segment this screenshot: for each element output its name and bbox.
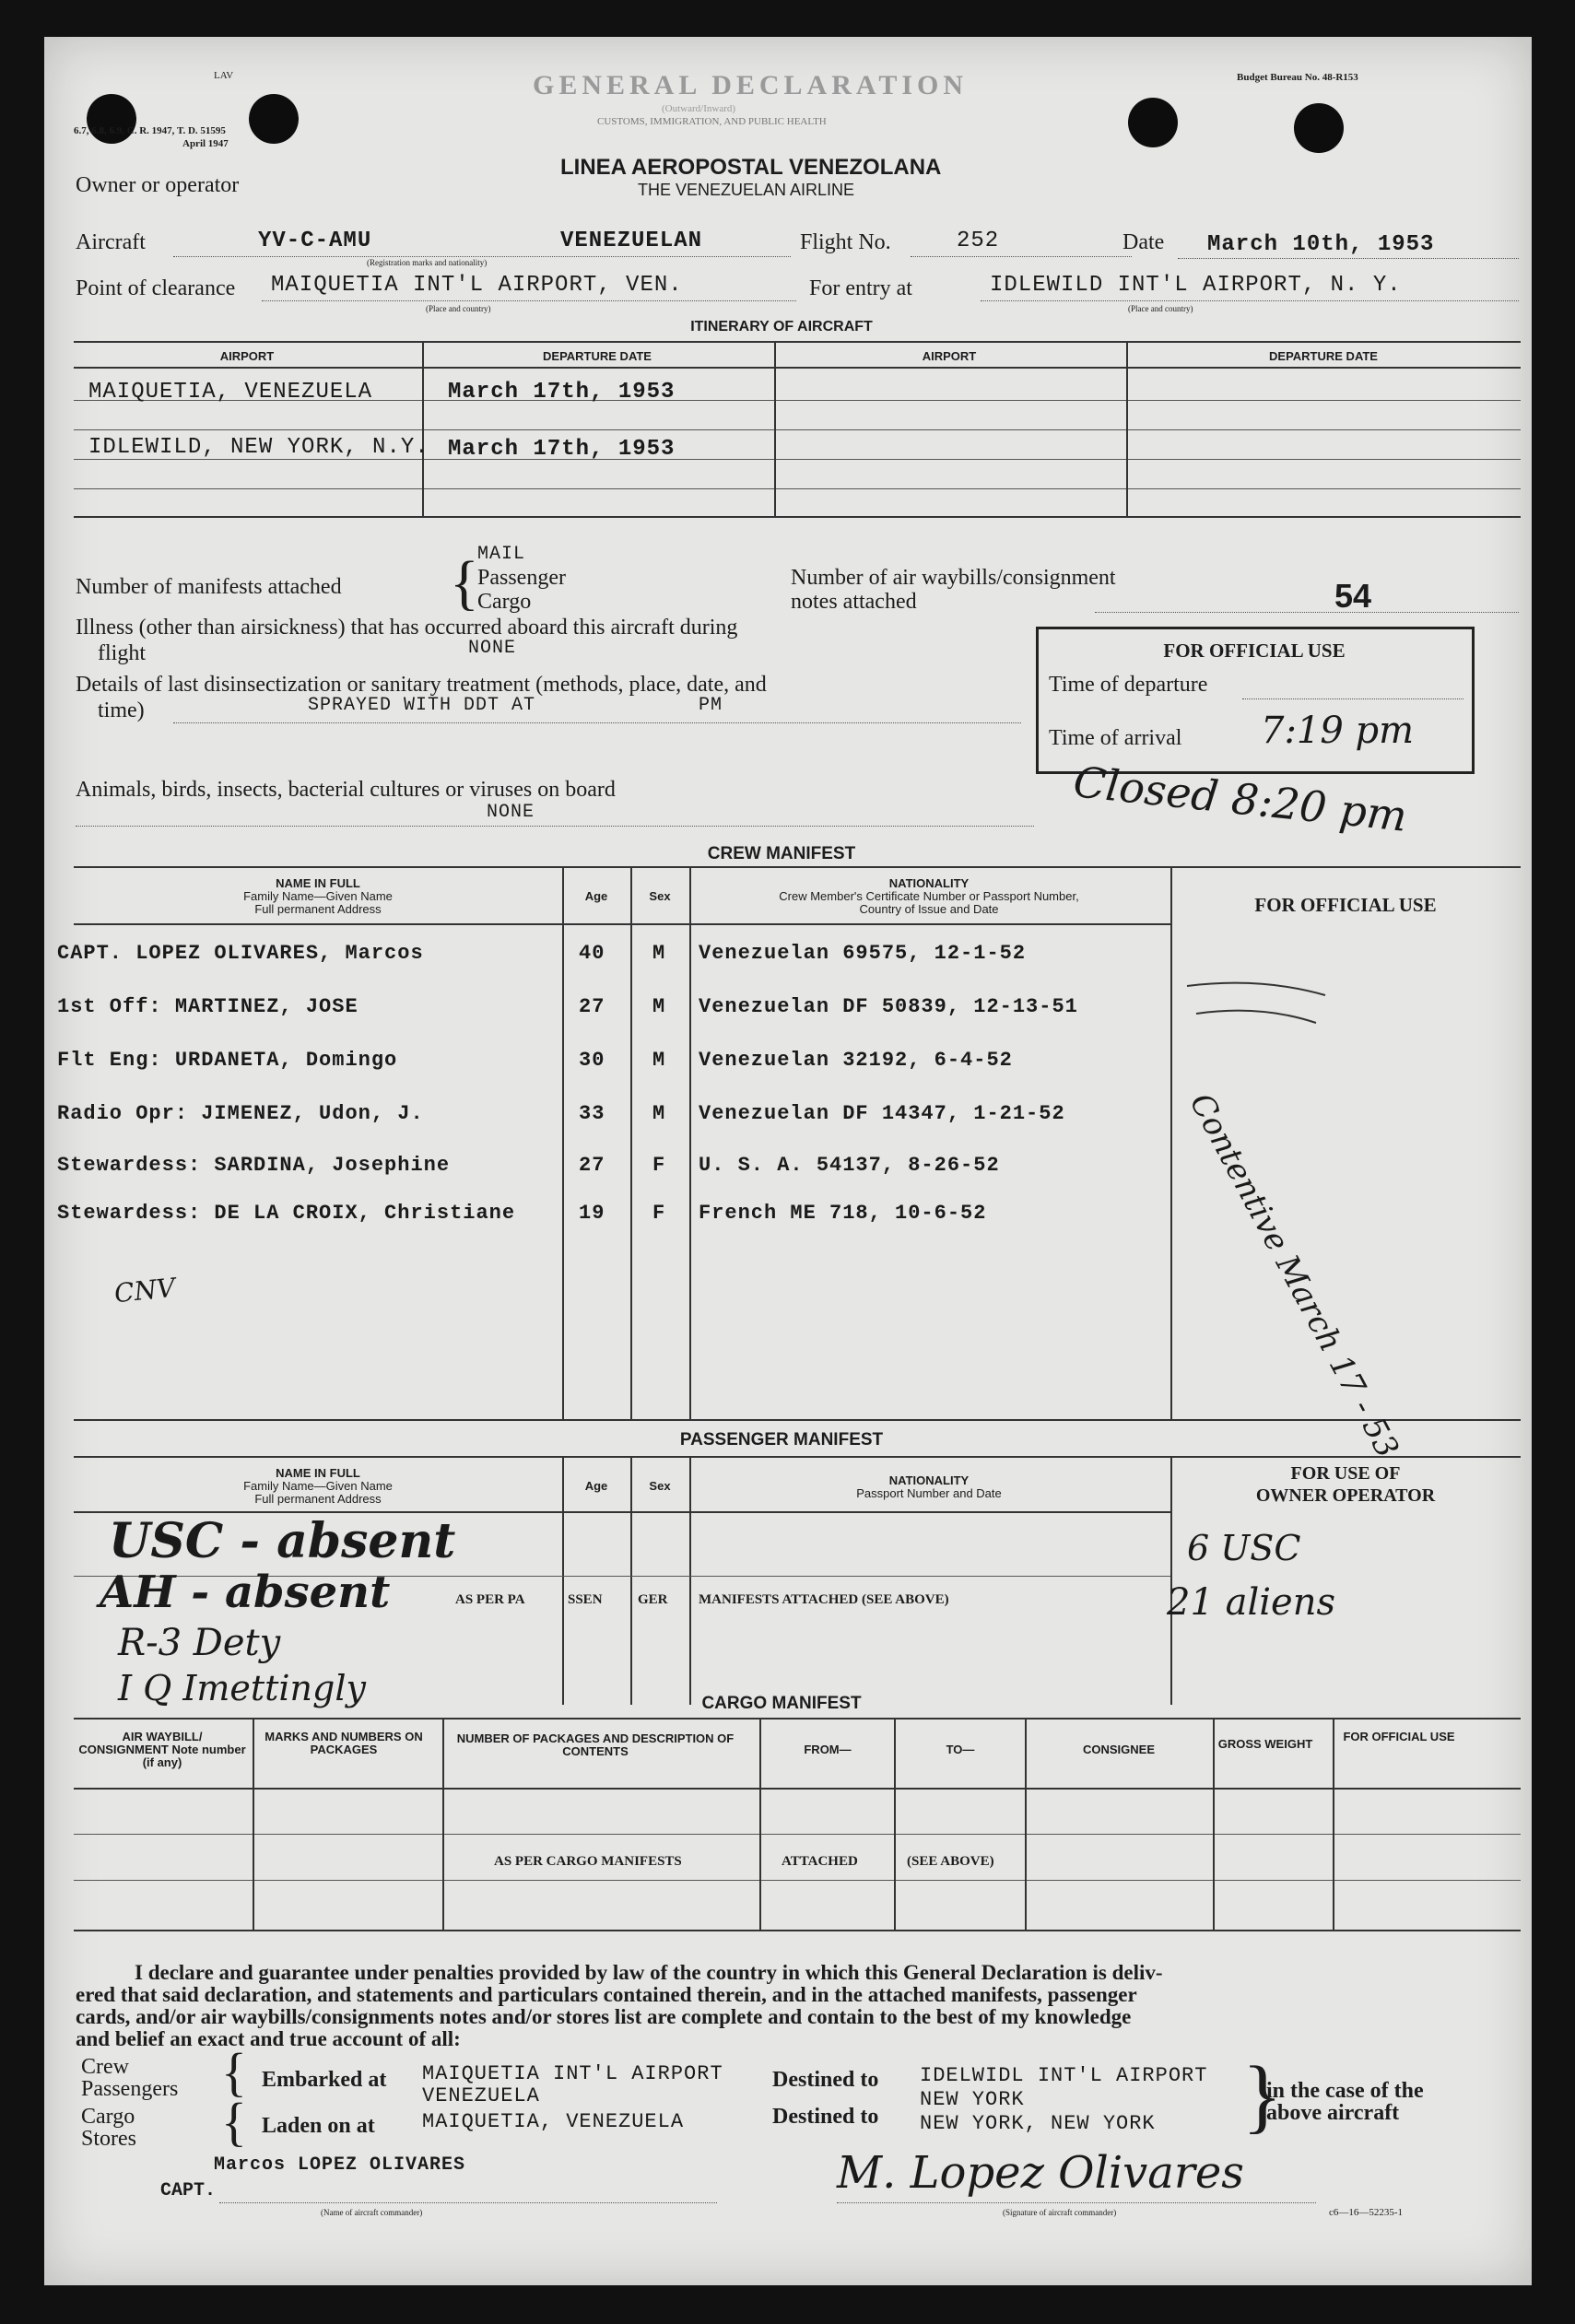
in-case-line-2: above aircraft (1266, 2101, 1400, 2125)
crew-col-official: FOR OFFICIAL USE (1254, 894, 1437, 916)
waybills-label: Number of air waybills/consignment (791, 566, 1116, 590)
illness-label-2: flight (98, 641, 146, 665)
cargo-col-2: MARKS AND NUMBERS ON PACKAGES (264, 1730, 423, 1756)
cargo-manifest-title: CARGO MANIFEST (701, 1694, 862, 1713)
disinsect-value: SPRAYED WITH DDT AT (308, 695, 536, 716)
itinerary-row1-date: March 17th, 1953 (448, 380, 676, 405)
in-case-line-1: in the case of the (1266, 2079, 1424, 2103)
official-check-marks (1178, 968, 1362, 1041)
commander-signature: M. Lopez Olivares (837, 2147, 1244, 2199)
passenger-as-per-4: MANIFESTS ATTACHED (SEE ABOVE) (699, 1592, 949, 1607)
passenger-col-nat-2: Passport Number and Date (856, 1486, 1002, 1500)
crew-sex: F (652, 1154, 666, 1177)
manifest-mail: MAIL (477, 544, 526, 565)
punch-hole (1128, 98, 1178, 147)
place-caption-2: (Place and country) (1128, 304, 1193, 313)
form-title: GENERAL DECLARATION (533, 70, 969, 100)
passenger-as-per-3: GER (638, 1592, 668, 1607)
laden-label: Laden on at (262, 2114, 375, 2138)
cargo-entry-desc: AS PER CARGO MANIFESTS (494, 1854, 682, 1869)
form-code: LAV (214, 70, 234, 81)
flight-date: March 10th, 1953 (1207, 232, 1435, 257)
decl-stores: Stores (81, 2127, 136, 2151)
cargo-col-3: NUMBER OF PACKAGES AND DESCRIPTION OF CONTENTS (456, 1731, 735, 1758)
crew-nationality: Venezuelan DF 14347, 1-21-52 (699, 1102, 1065, 1125)
crew-nationality: Venezuelan DF 50839, 12-13-51 (699, 995, 1078, 1018)
crew-age: 40 (579, 942, 605, 965)
illness-value: NONE (468, 638, 517, 659)
embarked-label: Embarked at (262, 2068, 387, 2092)
passenger-col-owner-2: OWNER OPERATOR (1255, 1485, 1436, 1506)
cargo-col-5: TO— (946, 1743, 975, 1756)
decl-crew: Crew (81, 2055, 129, 2079)
destined-city: NEW YORK (920, 2088, 1025, 2111)
passenger-note-4: I Q Imettingly (118, 1668, 366, 1708)
flight-no-label: Flight No. (800, 230, 891, 254)
animals-label: Animals, birds, insects, bacterial cultures or viruses on board (76, 778, 616, 802)
destined-label: Destined to (772, 2068, 879, 2092)
crew-age: 30 (579, 1049, 605, 1072)
crew-sex: M (652, 1049, 666, 1072)
agencies-line: CUSTOMS, IMMIGRATION, AND PUBLIC HEALTH (597, 116, 827, 127)
passenger-col-owner-1: FOR USE OF (1290, 1463, 1401, 1484)
entry-label: For entry at (809, 276, 912, 300)
cargo-col-8: FOR OFFICIAL USE (1343, 1730, 1455, 1743)
crew-name: 1st Off: MARTINEZ, JOSE (57, 995, 358, 1018)
passenger-col-nat-1: NATIONALITY (888, 1473, 970, 1487)
departure-time-label: Time of departure (1049, 673, 1208, 697)
itinerary-col-airport: AIRPORT (219, 349, 275, 363)
crew-nationality: Venezuelan 69575, 12-1-52 (699, 942, 1027, 965)
manifest-passenger: Passenger (477, 566, 566, 590)
crew-sex: M (652, 942, 666, 965)
itinerary-col-airport-2: AIRPORT (922, 349, 977, 363)
itinerary-row2-date: March 17th, 1953 (448, 437, 676, 462)
cargo-col-1: AIR WAYBILL/ CONSIGNMENT Note number (if any) (78, 1730, 246, 1769)
budget-number: Budget Bureau No. 48-R153 (1237, 72, 1358, 83)
cargo-entry-to: (SEE ABOVE) (907, 1854, 994, 1869)
decl-cargo: Cargo (81, 2105, 135, 2129)
flight-number: 252 (957, 229, 1000, 253)
illness-label: Illness (other than airsickness) that has occurred aboard this aircraft during (76, 616, 738, 640)
punch-hole (249, 94, 299, 144)
passenger-col-age: Age (584, 1479, 608, 1493)
passenger-note-2: AH - absent (100, 1567, 391, 1618)
clearance-label: Point of clearance (76, 276, 236, 300)
decl-passengers: Passengers (81, 2077, 179, 2101)
embarked-place: MAIQUETIA INT'L AIRPORT (422, 2062, 723, 2085)
passenger-manifest-title: PASSENGER MANIFEST (679, 1430, 884, 1450)
crew-age: 19 (579, 1202, 605, 1225)
destined-place: IDELWIDL INT'L AIRPORT (920, 2064, 1208, 2087)
crew-col-age: Age (584, 889, 608, 903)
official-stamp-handwritten: Contentive March 17 - 53 (1181, 1087, 1406, 1464)
passenger-as-per-2: SSEN (568, 1592, 603, 1607)
cargo-col-7: GROSS WEIGHT (1217, 1737, 1313, 1751)
brace: { (221, 2042, 247, 2102)
crew-sex: M (652, 995, 666, 1018)
clearance-point: MAIQUETIA INT'L AIRPORT, VEN. (271, 273, 683, 298)
owner-note-2: 21 aliens (1167, 1581, 1336, 1624)
disinsect-label-2: time) (98, 698, 145, 722)
cargo-col-6: CONSIGNEE (1082, 1743, 1155, 1756)
animals-value: NONE (487, 802, 535, 823)
declaration-line-2: ered that said declaration, and statements and particulars contained therein, and in the attached manifests, passenger (76, 1983, 1137, 2006)
itinerary-col-departure-2: DEPARTURE DATE (1269, 349, 1378, 363)
itinerary-title: ITINERARY OF AIRCRAFT (690, 319, 873, 335)
crew-col-nat-1: NATIONALITY (888, 876, 970, 890)
crew-col-nat-3: Country of Issue and Date (859, 902, 999, 916)
signature-caption: (Signature of aircraft commander) (1003, 2208, 1117, 2217)
print-code: c6—16—52235-1 (1329, 2207, 1404, 2218)
place-caption: (Place and country) (426, 304, 491, 313)
commander-caption: (Name of aircraft commander) (321, 2208, 423, 2217)
declaration-line-1: I declare and guarantee under penalties provided by law of the country in which this General Declaration is deliv- (135, 1961, 1163, 1984)
airline-subtitle: THE VENEZUELAN AIRLINE (638, 181, 855, 199)
manifests-label: Number of manifests attached (76, 575, 342, 599)
itinerary-row1-airport: MAIQUETIA, VENEZUELA (88, 380, 373, 405)
crew-manifest-title: CREW MANIFEST (707, 844, 856, 863)
aircraft-registration: YV-C-AMU (258, 229, 372, 253)
passenger-col-name-1: NAME IN FULL (276, 1466, 360, 1480)
brace: { (1242, 2050, 1283, 2142)
arrival-time-label: Time of arrival (1049, 726, 1182, 750)
brace: { (450, 549, 479, 616)
crew-nationality: French ME 718, 10-6-52 (699, 1202, 987, 1225)
manifest-cargo: Cargo (477, 590, 532, 614)
punch-hole (1294, 103, 1344, 153)
owner-note-1: 6 USC (1187, 1528, 1301, 1568)
crew-nationality: Venezuelan 32192, 6-4-52 (699, 1049, 1013, 1072)
airline-name: LINEA AEROPOSTAL VENEZOLANA (560, 155, 942, 180)
crew-age: 33 (579, 1102, 605, 1125)
disinsect-time: PM (699, 695, 723, 716)
cargo-col-4: FROM— (804, 1743, 852, 1756)
crew-name: Stewardess: DE LA CROIX, Christiane (57, 1202, 516, 1225)
passenger-col-name-2: Family Name—Given Name (243, 1479, 393, 1493)
declaration-form (44, 37, 1532, 2285)
crew-nationality: U. S. A. 54137, 8-26-52 (699, 1154, 1000, 1177)
crew-age: 27 (579, 995, 605, 1018)
owner-label: Owner or operator (76, 173, 240, 197)
passenger-col-name-3: Full permanent Address (254, 1492, 382, 1506)
itinerary-row2-airport: IDLEWILD, NEW YORK, N.Y. (88, 435, 429, 460)
declaration-line-4: and belief an exact and true account of all: (76, 2027, 461, 2050)
crew-initials-handwritten: CNV (112, 1272, 177, 1309)
cargo-entry-from: ATTACHED (782, 1854, 858, 1869)
passenger-col-sex: Sex (649, 1479, 671, 1493)
waybills-label-2: notes attached (791, 590, 917, 614)
laden-place: MAIQUETIA, VENEZUELA (422, 2110, 685, 2133)
declaration-line-3: cards, and/or air waybills/consignments notes and/or stores list are complete and contain to the best of my knowledge (76, 2005, 1132, 2028)
disinsect-label: Details of last disinsectization or sanitary treatment (methods, place, date, and (76, 673, 767, 697)
crew-sex: M (652, 1102, 666, 1125)
capt-label: CAPT. (160, 2180, 217, 2201)
passenger-note-1: USC - absent (109, 1513, 456, 1569)
destined-state: NEW YORK, NEW YORK (920, 2112, 1156, 2135)
registration-caption: (Registration marks and nationality) (367, 258, 488, 267)
crew-age: 27 (579, 1154, 605, 1177)
form-date: April 1947 (182, 138, 229, 149)
destined-label-2: Destined to (772, 2105, 879, 2129)
crew-col-nat-2: Crew Member's Certificate Number or Passport Number, (779, 889, 1079, 903)
embarked-country: VENEZUELA (422, 2084, 540, 2107)
commander-name: Marcos LOPEZ OLIVARES (214, 2154, 466, 2176)
crew-col-name-3: Full permanent Address (254, 902, 382, 916)
crew-name: Stewardess: SARDINA, Josephine (57, 1154, 451, 1177)
closed-handwritten: Closed 8:20 pm (1071, 757, 1410, 841)
itinerary-col-departure: DEPARTURE DATE (543, 349, 652, 363)
crew-name: CAPT. LOPEZ OLIVARES, Marcos (57, 942, 424, 965)
waybills-count: 54 (1334, 577, 1372, 615)
aircraft-nationality: VENEZUELAN (560, 229, 703, 253)
official-use-title: FOR OFFICIAL USE (1163, 640, 1346, 662)
passenger-as-per-1: AS PER PA (455, 1592, 525, 1607)
brace: { (221, 2092, 247, 2152)
crew-sex: F (652, 1202, 666, 1225)
aircraft-label: Aircraft (76, 230, 146, 254)
crew-name: Flt Eng: URDANETA, Domingo (57, 1049, 398, 1072)
entry-point: IDLEWILD INT'L AIRPORT, N. Y. (990, 273, 1402, 298)
form-subtitle: (Outward/Inward) (662, 103, 736, 114)
crew-name: Radio Opr: JIMENEZ, Udon, J. (57, 1102, 424, 1125)
crew-col-sex: Sex (649, 889, 671, 903)
crew-col-name-2: Family Name—Given Name (243, 889, 393, 903)
crew-col-name-1: NAME IN FULL (276, 876, 360, 890)
date-label: Date (1122, 230, 1165, 254)
passenger-note-3: R-3 Dety (118, 1622, 281, 1664)
cfr-line: 6.7, 6.8, 6.9, C. R. 1947, T. D. 51595 (74, 125, 226, 136)
arrival-time-handwritten: 7:19 pm (1261, 710, 1415, 752)
